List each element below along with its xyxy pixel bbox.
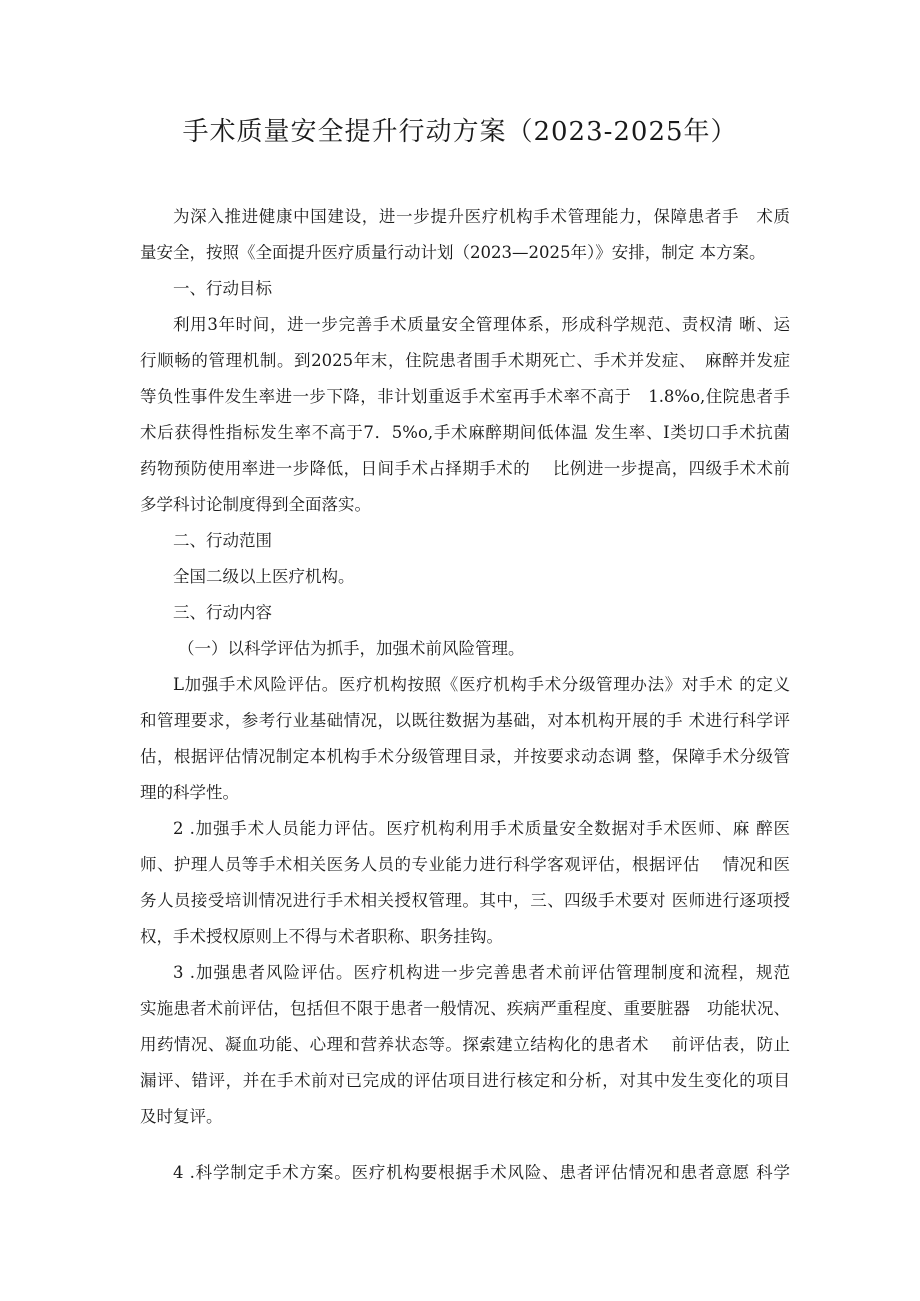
paragraph-line: 师、护理人员等手术相关医务人员的专业能力进行科学客观评估，根据评估 情况和医 — [140, 855, 790, 874]
paragraph-line: 药物预防使用率进一步降低，日间手术占择期手术的 比例进一步提高，四级手术术前 — [140, 459, 790, 478]
paragraph-line: 多学科讨论制度得到全面落实。 — [140, 495, 371, 514]
paragraph-line: 术后获得性指标发生率不高于7．5%o,手术麻醉期间低体温 发生率、I类切口手术抗菌 — [140, 423, 790, 442]
document-title: 手术质量安全提升行动方案（2023-2025年） — [182, 117, 738, 147]
paragraph-line: 理的科学性。 — [140, 783, 239, 802]
paragraph-line: 用药情况、凝血功能、心理和营养状态等。探索建立结构化的患者术 前评估表，防止 — [140, 1035, 790, 1054]
paragraph-line: 量安全，按照《全面提升医疗质量行动计划（2023—2025年）》安排，制定 本方案。 — [140, 243, 766, 262]
document-body — [140, 199, 790, 1191]
paragraph-line: 务人员接受培训情况进行手术相关授权管理。其中，三、四级手术要对 医师进行逐项授 — [140, 891, 790, 910]
paragraph-line: 行顺畅的管理机制。到2025年末，住院患者围手术期死亡、手术并发症、 麻醉并发症 — [140, 351, 790, 370]
paragraph-line: 等负性事件发生率进一步下降，非计划重返手术室再手术率不高于 1.8%o,住院患者手 — [140, 387, 790, 406]
paragraph-line: 实施患者术前评估，包括但不限于患者一般情况、疾病严重程度、重要脏器 功能状况、 — [140, 999, 790, 1018]
paragraph-line: 估，根据评估情况制定本机构手术分级管理目录，并按要求动态调 整，保障手术分级管 — [140, 747, 790, 766]
paragraph-line: 2 .加强手术人员能力评估。医疗机构利用手术质量安全数据对手术医师、麻 醉医 — [173, 819, 790, 838]
paragraph-line: 利用3年时间，进一步完善手术质量安全管理体系，形成科学规范、责权清 晰、运 — [173, 315, 790, 334]
paragraph-line: 为深入推进健康中国建设，进一步提升医疗机构手术管理能力，保障患者手 术质 — [173, 207, 790, 226]
paragraph-line: 4 .科学制定手术方案。医疗机构要根据手术风险、患者评估情况和患者意愿 科学 — [173, 1163, 790, 1182]
paragraph-line: 3 .加强患者风险评估。医疗机构进一步完善患者术前评估管理制度和流程，规范 — [173, 963, 790, 982]
paragraph-line: L加强手术风险评估。医疗机构按照《医疗机构手术分级管理办法》对手术 的定义 — [173, 675, 790, 694]
section-heading: 三、行动内容 — [173, 603, 272, 622]
paragraph-line: 和管理要求，参考行业基础情况，以既往数据为基础，对本机构开展的手 术进行科学评 — [140, 711, 790, 730]
paragraph-line: 及时复评。 — [140, 1107, 223, 1126]
subsection-heading: （一）以科学评估为抓手，加强术前风险管理。 — [178, 639, 525, 658]
section-heading: 二、行动范围 — [173, 531, 272, 550]
section-heading: 一、行动目标 — [173, 279, 272, 298]
paragraph-line: 权，手术授权原则上不得与术者职称、职务挂钩。 — [140, 927, 503, 946]
paragraph-line: 全国二级以上医疗机构。 — [173, 567, 355, 586]
paragraph-line: 漏评、错评，并在手术前对已完成的评估项目进行核定和分析，对其中发生变化的项目 — [140, 1071, 790, 1090]
paragraph-gap — [140, 1135, 790, 1155]
